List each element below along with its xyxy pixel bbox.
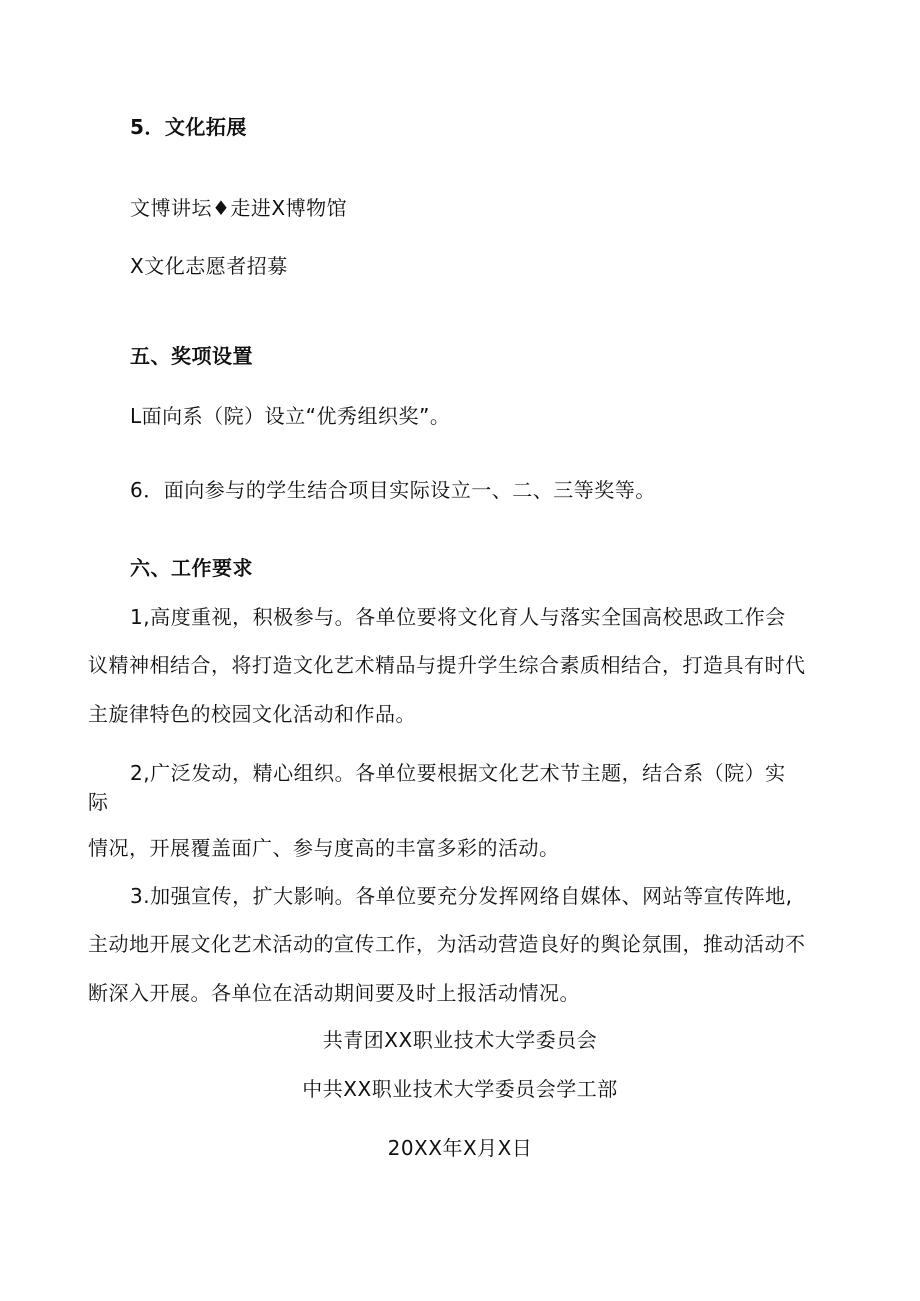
signature-date: 20XX年X月X日: [387, 1136, 533, 1160]
section-heading-cultural-expansion: 5．文化拓展: [130, 115, 247, 139]
signature-org-youth-league: 共青团XX职业技术大学委员会: [322, 1028, 598, 1052]
signature-org-student-affairs: 中共XX职业技术大学委员会学工部: [302, 1077, 618, 1101]
paragraph-line: 3.加强宣传，扩大影响。各单位要充分发挥网络自媒体、网站等宣传阵地,: [130, 884, 793, 908]
paragraph-line: 情况，开展覆盖面广、参与度高的丰富多彩的活动。: [88, 836, 560, 860]
section-heading-requirements: 六、工作要求: [130, 556, 253, 580]
paragraph-line: 1,高度重视，积极参与。各单位要将文化育人与落实全国高校思政工作会: [130, 605, 786, 629]
list-item: L面向系（院）设立“优秀组织奖”。: [130, 404, 451, 428]
list-item: 6．面向参与的学生结合项目实际设立一、二、三等奖等。: [130, 478, 656, 502]
paragraph-line: 断深入开展。各单位在活动期间要及时上报活动情况。: [88, 981, 580, 1005]
section-heading-awards: 五、奖项设置: [130, 344, 253, 368]
paragraph-line: 主旋律特色的校园文化活动和作品。: [88, 702, 416, 726]
paragraph-line: 2,广泛发动，精心组织。各单位要根据文化艺术节主题，结合系（院）实: [130, 761, 786, 785]
list-item: 文博讲坛♦走进X博物馆: [130, 196, 348, 220]
paragraph-line: 议精神相结合，将打造文化艺术精品与提升学生综合素质相结合，打造具有时代: [88, 653, 806, 677]
list-item: X文化志愿者招募: [130, 254, 288, 278]
paragraph-line: 际: [88, 790, 109, 814]
paragraph-line: 主动地开展文化艺术活动的宣传工作，为活动营造良好的舆论氛围，推动活动不: [88, 932, 806, 956]
